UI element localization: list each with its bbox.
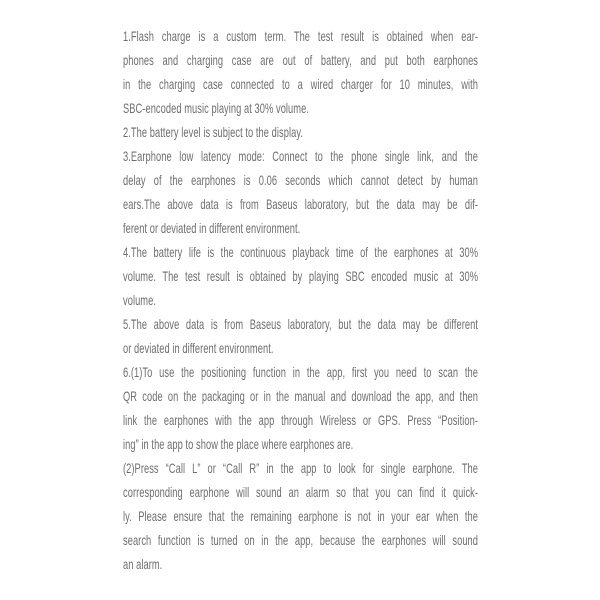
text-line-note-6-2-call-search-3: ly. Please ensure that the remaining earphone is not in your ear when the <box>123 508 479 524</box>
text-line-note-6-2-call-search-1: (2)Press “Call L” or “Call R” in the app to look for single earphone. The <box>123 460 479 476</box>
text-line-note-6-1-positioning-1: 6.(1)To use the positioning function in the app, first you need to scan the <box>123 364 479 380</box>
text-line-note-3-low-latency-3: ears.The above data is from Baseus laboratory, but the data may be dif- <box>123 196 479 212</box>
text-line-note-6-1-positioning-3: link the earphones with the app through Wireless or GPS. Press “Position- <box>123 412 479 428</box>
text-line-note-6-2-call-search-4: search function is turned on in the app, because the earphones will sound <box>123 532 479 548</box>
text-line-note-2-battery-level-1: 2.The battery level is subject to the display. <box>123 124 304 140</box>
text-line-note-1-flash-charge-4: SBC-encoded music playing at 30% volume. <box>123 100 309 116</box>
text-line-note-3-low-latency-2: delay of the earphones is 0.06 seconds which cannot detect by human <box>123 172 479 188</box>
text-line-note-1-flash-charge-3: in the charging case connected to a wired charger for 10 minutes, with <box>123 76 479 92</box>
text-line-note-6-2-call-search-2: corresponding earphone will sound an alarm so that you can find it quick- <box>123 484 479 500</box>
text-line-note-1-flash-charge-1: 1.Flash charge is a custom term. The test result is obtained when ear- <box>123 28 479 44</box>
text-line-note-3-low-latency-1: 3.Earphone low latency mode: Connect to the phone single link, and the <box>123 148 479 164</box>
text-line-note-6-1-positioning-2: QR code on the packaging or in the manual and download the app, and then <box>123 388 479 404</box>
text-line-note-6-1-positioning-4: ing” in the app to show the place where earphones are. <box>123 436 354 452</box>
text-line-note-4-battery-life-1: 4.The battery life is the continuous playback time of the earphones at 30% <box>123 244 479 260</box>
text-line-note-4-battery-life-3: volume. <box>123 292 157 308</box>
text-line-note-6-2-call-search-5: an alarm. <box>123 556 163 572</box>
text-line-note-5-laboratory-data-2: or deviated in different environment. <box>123 340 274 356</box>
text-line-note-1-flash-charge-2: phones and charging case are out of battery, and put both earphones <box>123 52 479 68</box>
text-line-note-5-laboratory-data-1: 5.The above data is from Baseus laboratory, but the data may be different <box>123 316 479 332</box>
text-line-note-3-low-latency-4: ferent or deviated in different environment. <box>123 220 301 236</box>
disclaimer-text <box>123 24 478 576</box>
text-line-note-4-battery-life-2: volume. The test result is obtained by playing SBC encoded music at 30% <box>123 268 479 284</box>
